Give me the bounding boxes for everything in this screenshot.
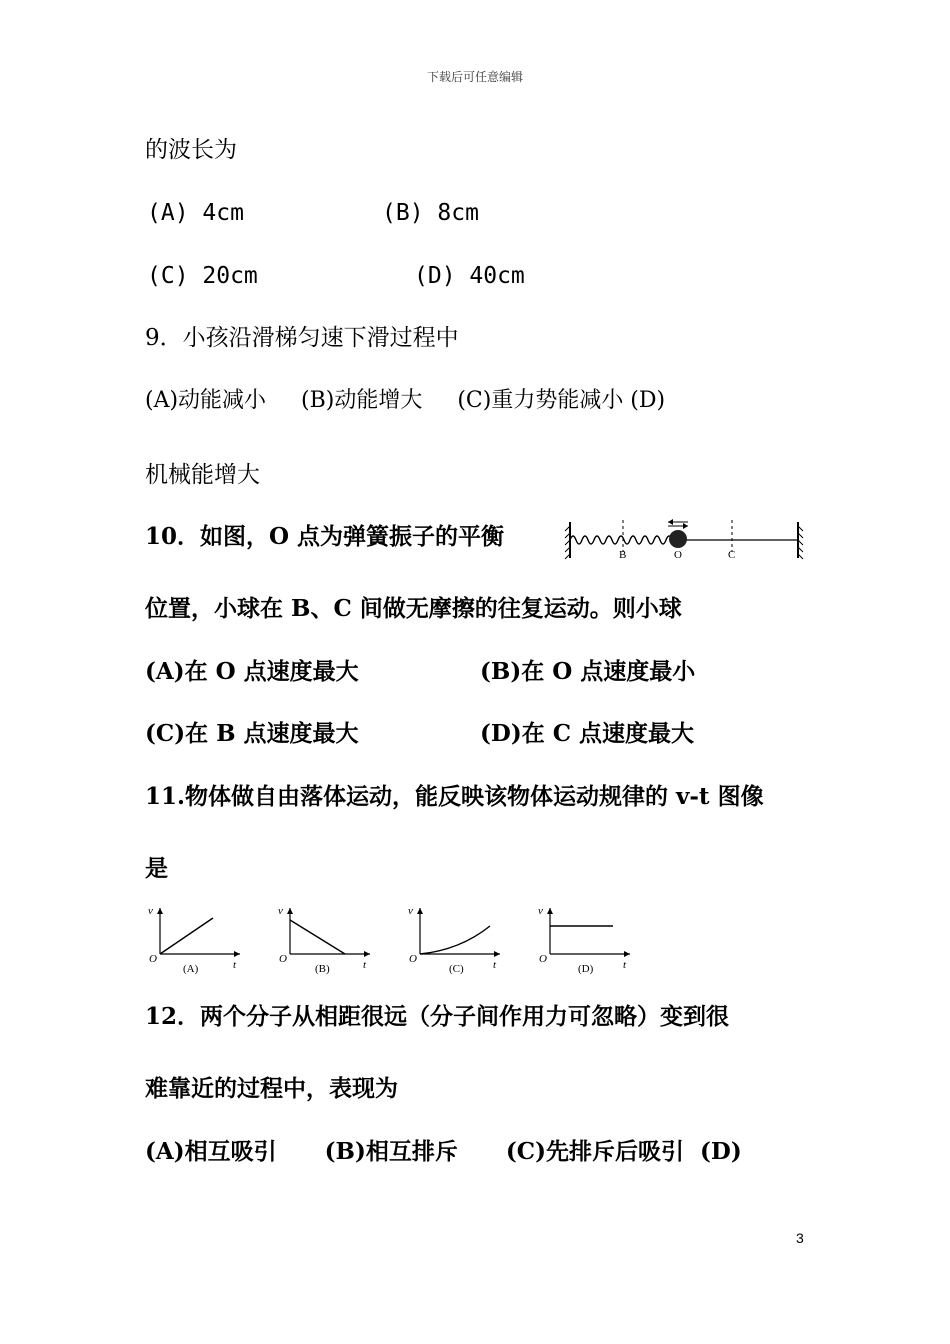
- q10-stem-a: 10．如图，O 点为弹簧振子的平衡: [145, 523, 505, 550]
- q11-stem-cont: 是: [145, 855, 168, 882]
- q9-stem: 9．小孩沿滑梯匀速下滑过程中: [145, 325, 459, 351]
- page-number: 3: [796, 1230, 804, 1246]
- graph-a-t: t: [233, 959, 237, 971]
- vt-graph-b: [275, 902, 375, 977]
- graph-c-o: O: [409, 953, 417, 965]
- graph-b-label: (B): [315, 963, 330, 975]
- vt-graph-a: [145, 902, 245, 977]
- q12-stem-cont: 难靠近的过程中，表现为: [145, 1075, 398, 1102]
- q10-option-a: (A)在 O 点速度最大: [145, 658, 359, 685]
- q8-option-c: (C) 20cm: [147, 263, 258, 289]
- q8-tail: 的波长为: [145, 137, 237, 163]
- graph-b-line: [290, 920, 345, 954]
- q9-options: (A)动能减小 (B)动能增大 (C)重力势能减小 (D): [145, 388, 666, 413]
- spring: [570, 536, 678, 544]
- graph-b-t: t: [363, 959, 367, 971]
- q10-stem-b: 位置，小球在 B、C 间做无摩擦的往复运动。则小球: [145, 595, 682, 622]
- vt-graph-d: [535, 902, 635, 977]
- ball: [669, 530, 687, 548]
- graph-a-line: [160, 918, 213, 954]
- graph-b-v: v: [278, 905, 283, 917]
- label-o: O: [674, 549, 682, 561]
- q11-stem: 11.物体做自由落体运动，能反映该物体运动规律的 v-t 图像: [145, 783, 764, 810]
- graph-a-o: O: [149, 953, 157, 965]
- graph-c-label: (C): [449, 963, 464, 975]
- graph-c-curve: [420, 926, 490, 954]
- label-c: C: [728, 549, 736, 561]
- q8-option-a: (A) 4cm: [147, 200, 244, 226]
- q10-option-b: (B)在 O 点速度最小: [480, 658, 696, 685]
- spring-oscillator-figure: [560, 512, 810, 564]
- graph-a-v: v: [148, 905, 153, 917]
- q12-options: (A)相互吸引 (B)相互排斥 (C)先排斥后吸引 (D): [145, 1138, 742, 1165]
- graph-d-t: t: [623, 959, 627, 971]
- graph-d-label: (D): [578, 963, 594, 975]
- graph-a-label: (A): [183, 963, 199, 975]
- graph-b-o: O: [279, 953, 287, 965]
- header-note: 下载后可任意编辑: [426, 70, 523, 84]
- q10-option-d: (D)在 C 点速度最大: [480, 720, 695, 747]
- graph-c-v: v: [408, 905, 413, 917]
- q8-option-b: (B) 8cm: [382, 200, 479, 226]
- graph-d-v: v: [538, 905, 543, 917]
- q9-options-cont: 机械能增大: [145, 462, 260, 488]
- q10-option-c: (C)在 B 点速度最大: [145, 720, 359, 747]
- q12-stem: 12．两个分子从相距很远（分子间作用力可忽略）变到很: [145, 1003, 730, 1030]
- vt-graph-c: [405, 902, 505, 977]
- label-b: B: [619, 549, 627, 561]
- q8-option-d: (D) 40cm: [414, 263, 525, 289]
- graph-c-t: t: [493, 959, 497, 971]
- graph-d-o: O: [539, 953, 547, 965]
